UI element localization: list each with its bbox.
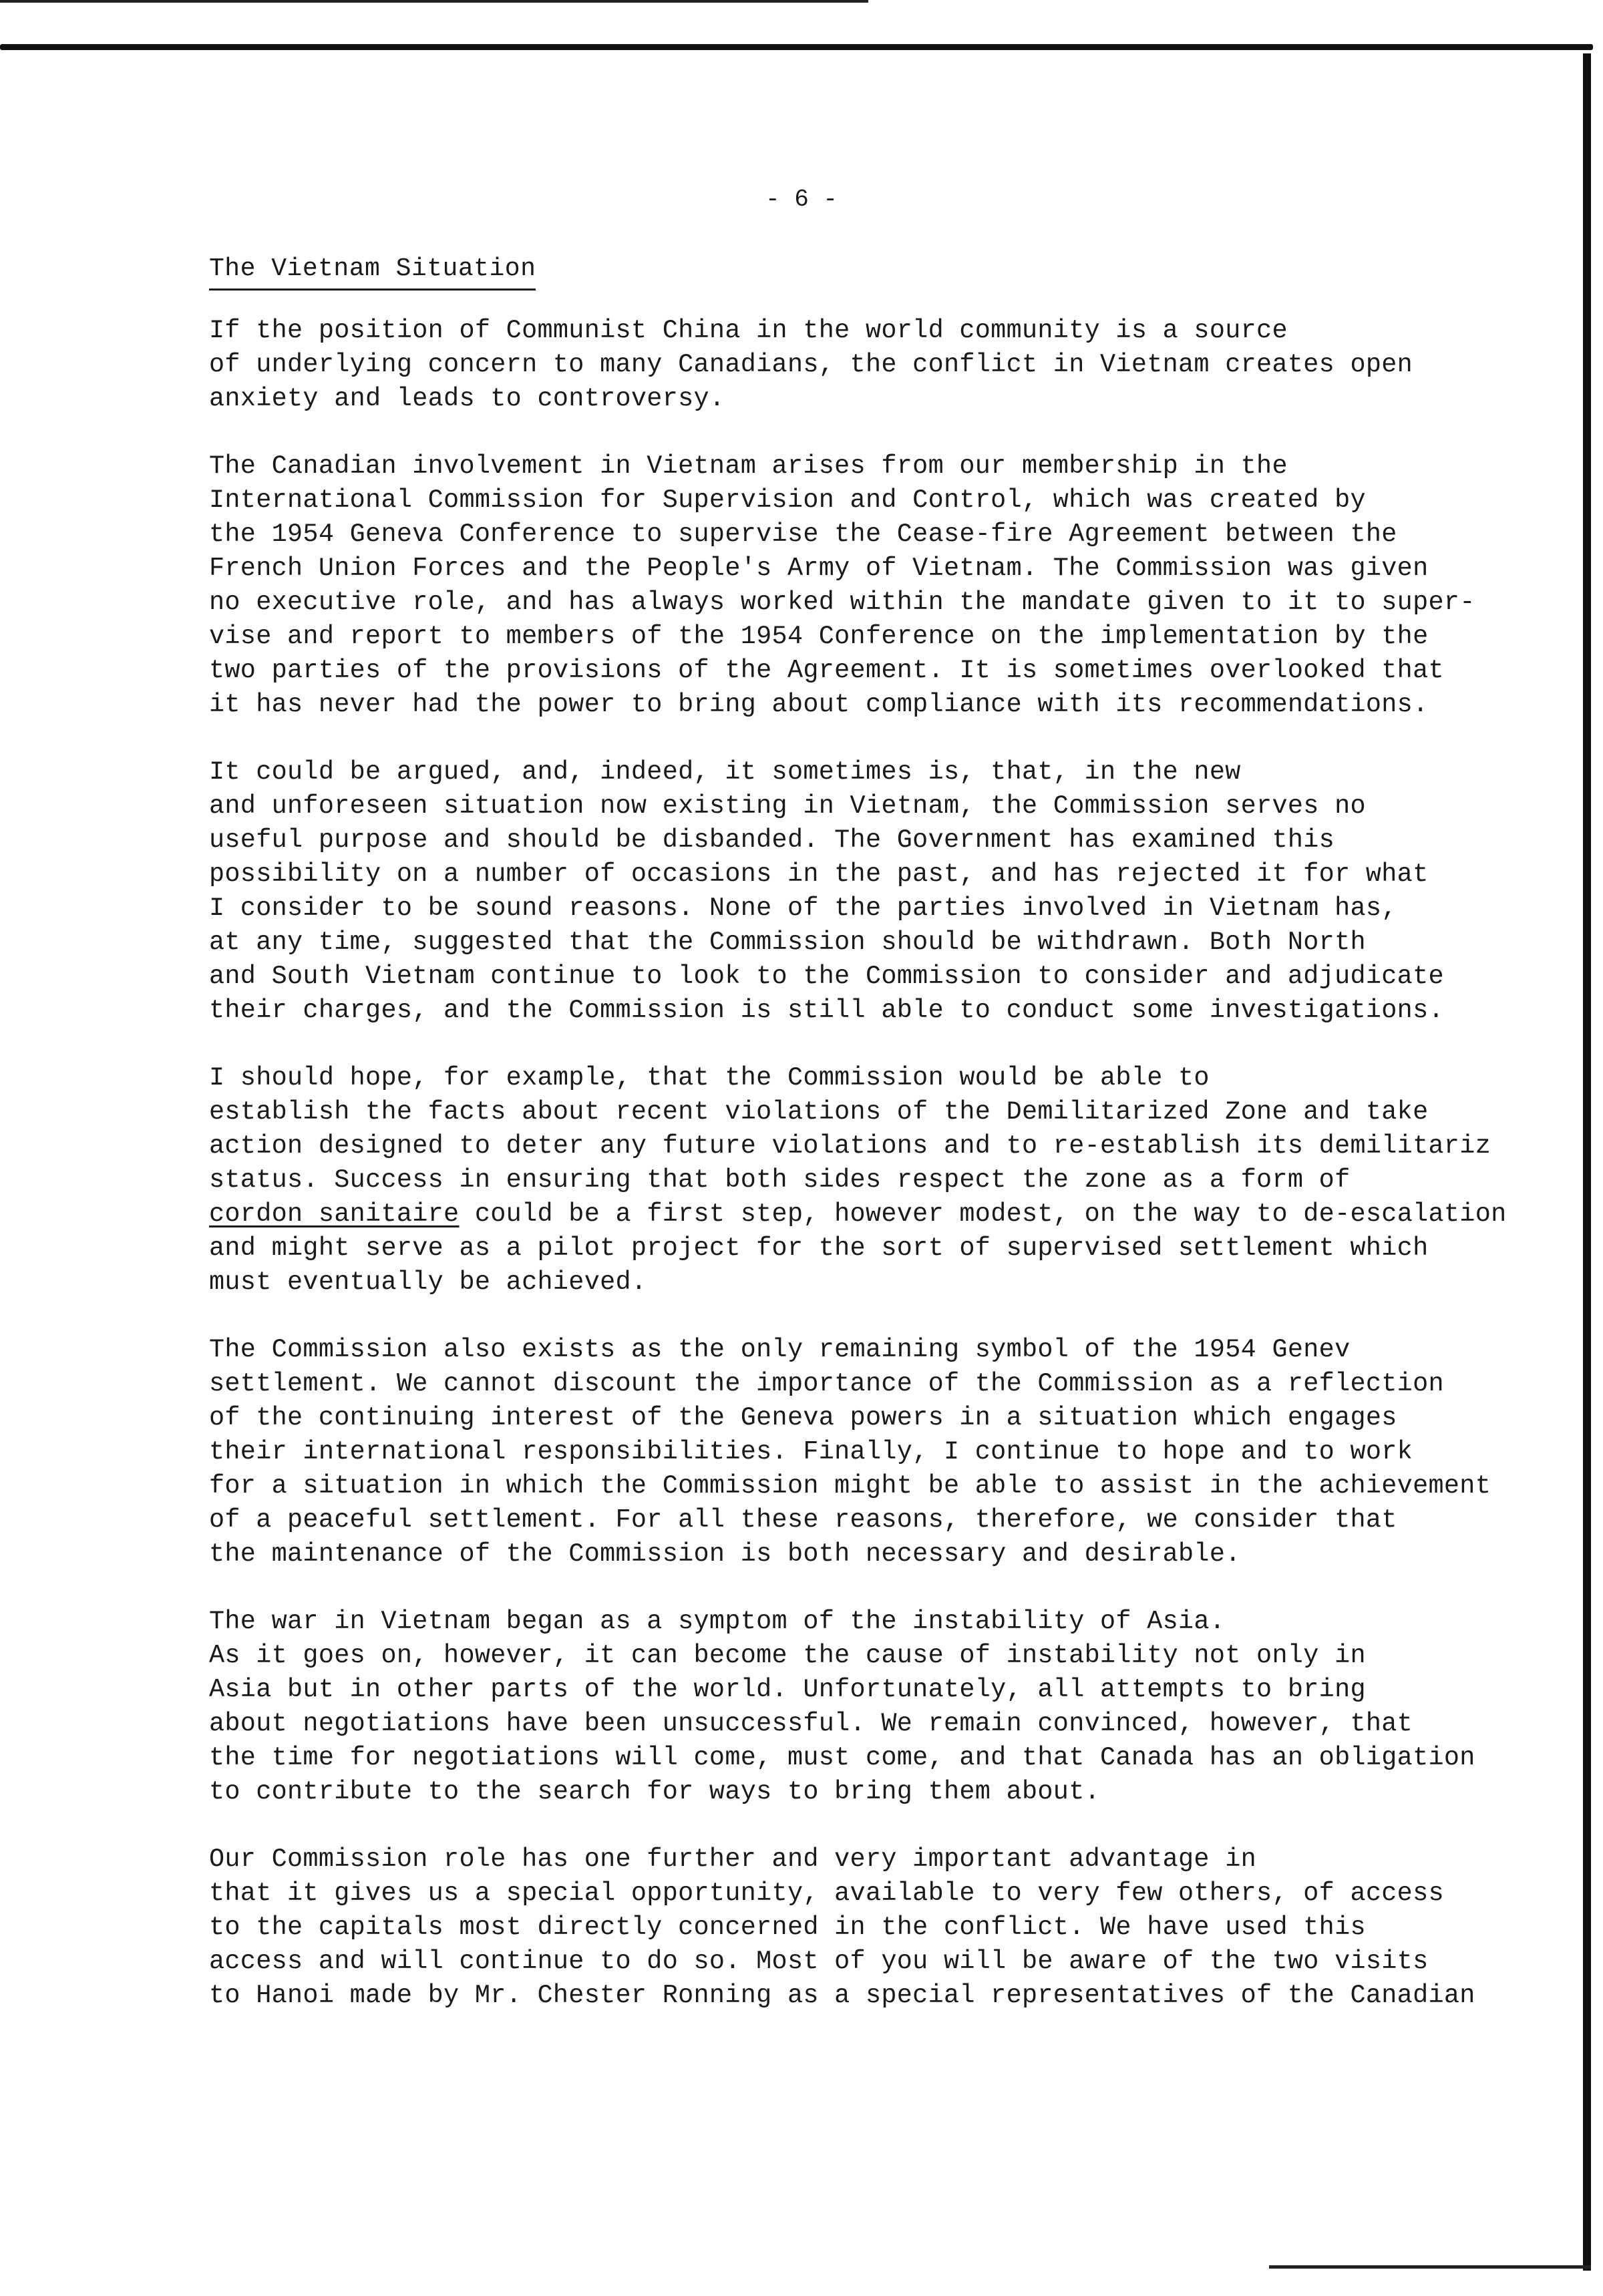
paragraph-1: If the position of Communist China in the world community is a source of underlying concern to many Canadians, the conflict in Vietnam creates open anxiety and leads to controversy. xyxy=(209,316,1413,413)
document-body xyxy=(209,314,1552,2046)
scan-edge-top xyxy=(0,44,1593,50)
paragraph-6: The war in Vietnam began as a symptom of the instability of Asia. As it goes on, however, it can become the cause of instability not only in Asia but in other parts of the world. Unfortunately, all attempts to bring about negotiations have been unsuccessful. We remain convinced, however, that the time for negotiations will come, must come, and that Canada has an obligation to contribute to the search for ways to bring them about. xyxy=(209,1607,1475,1806)
page-number: - 6 - xyxy=(765,186,838,213)
scan-edge-bottom xyxy=(1269,2265,1591,2269)
paragraph-2: The Canadian involvement in Vietnam arises from our membership in the International Commission for Supervision and Control, which was created by the 1954 Geneva Conference to supervise the Cease-fire Agreement between the French Union Forces and the People's Army of Vietnam. The Commission was given no executive role, and has always worked within the mandate given to it to super- vise and report to members of the 1954 Conference on the implementation by the two parties of the provisions of the Agreement. It is sometimes overlooked that it has never had the power to bring about compliance with its recommendations. xyxy=(209,451,1475,719)
paragraph-4-before: I should hope, for example, that the Commission would be able to establish the facts about recent violations of the Demilitarized Zone and take action designed to deter any future violations and to re-establish its demilitariz status. Success in ensuring that both sides respect the zone as a form of xyxy=(209,1063,1491,1195)
scan-edge-top-short xyxy=(0,0,868,3)
cordon-sanitaire-underlined: cordon sanitaire xyxy=(209,1199,460,1229)
paragraph-7: Our Commission role has one further and very important advantage in that it gives us a special opportunity, available to very few others, of access to the capitals most directly concerned in the conflict. We have used this access and will continue to do so. Most of you will be aware of the two visits to Hanoi made by Mr. Chester Ronning as a special representatives of the Canadian xyxy=(209,1845,1475,2010)
paragraph-4 xyxy=(209,1061,1552,1300)
paragraph-3: It could be argued, and, indeed, it sometimes is, that, in the new and unforeseen situation now existing in Vietnam, the Commission serves no useful purpose and should be disbanded. The Government has examined this possibility on a number of occasions in the past, and has rejected it for what I consider to be sound reasons. None of the parties involved in Vietnam has, at any time, suggested that the Commission should be withdrawn. Both North and South Vietnam continue to look to the Commission to consider and adjudicate their charges, and the Commission is still able to conduct some investigations. xyxy=(209,757,1444,1025)
paragraph-4-after: could be a first step, however modest, on the way to de-escalation and might serve as a pilot project for the sort of supervised settlement which must eventually be achieved. xyxy=(209,1199,1507,1297)
paragraph-5: The Commission also exists as the only remaining symbol of the 1954 Genev settlement. We cannot discount the importance of the Commission as a reflection of the continuing interest of the Geneva powers in a situation which engages their international responsibilities. Finally, I continue to hope and to work for a situation in which the Commission might be able to assist in the achievement of a peaceful settlement. For all these reasons, therefore, we consider that the maintenance of the Commission is both necessary and desirable. xyxy=(209,1335,1491,1569)
section-heading: The Vietnam Situation xyxy=(209,254,536,291)
scan-edge-right xyxy=(1583,53,1591,2271)
